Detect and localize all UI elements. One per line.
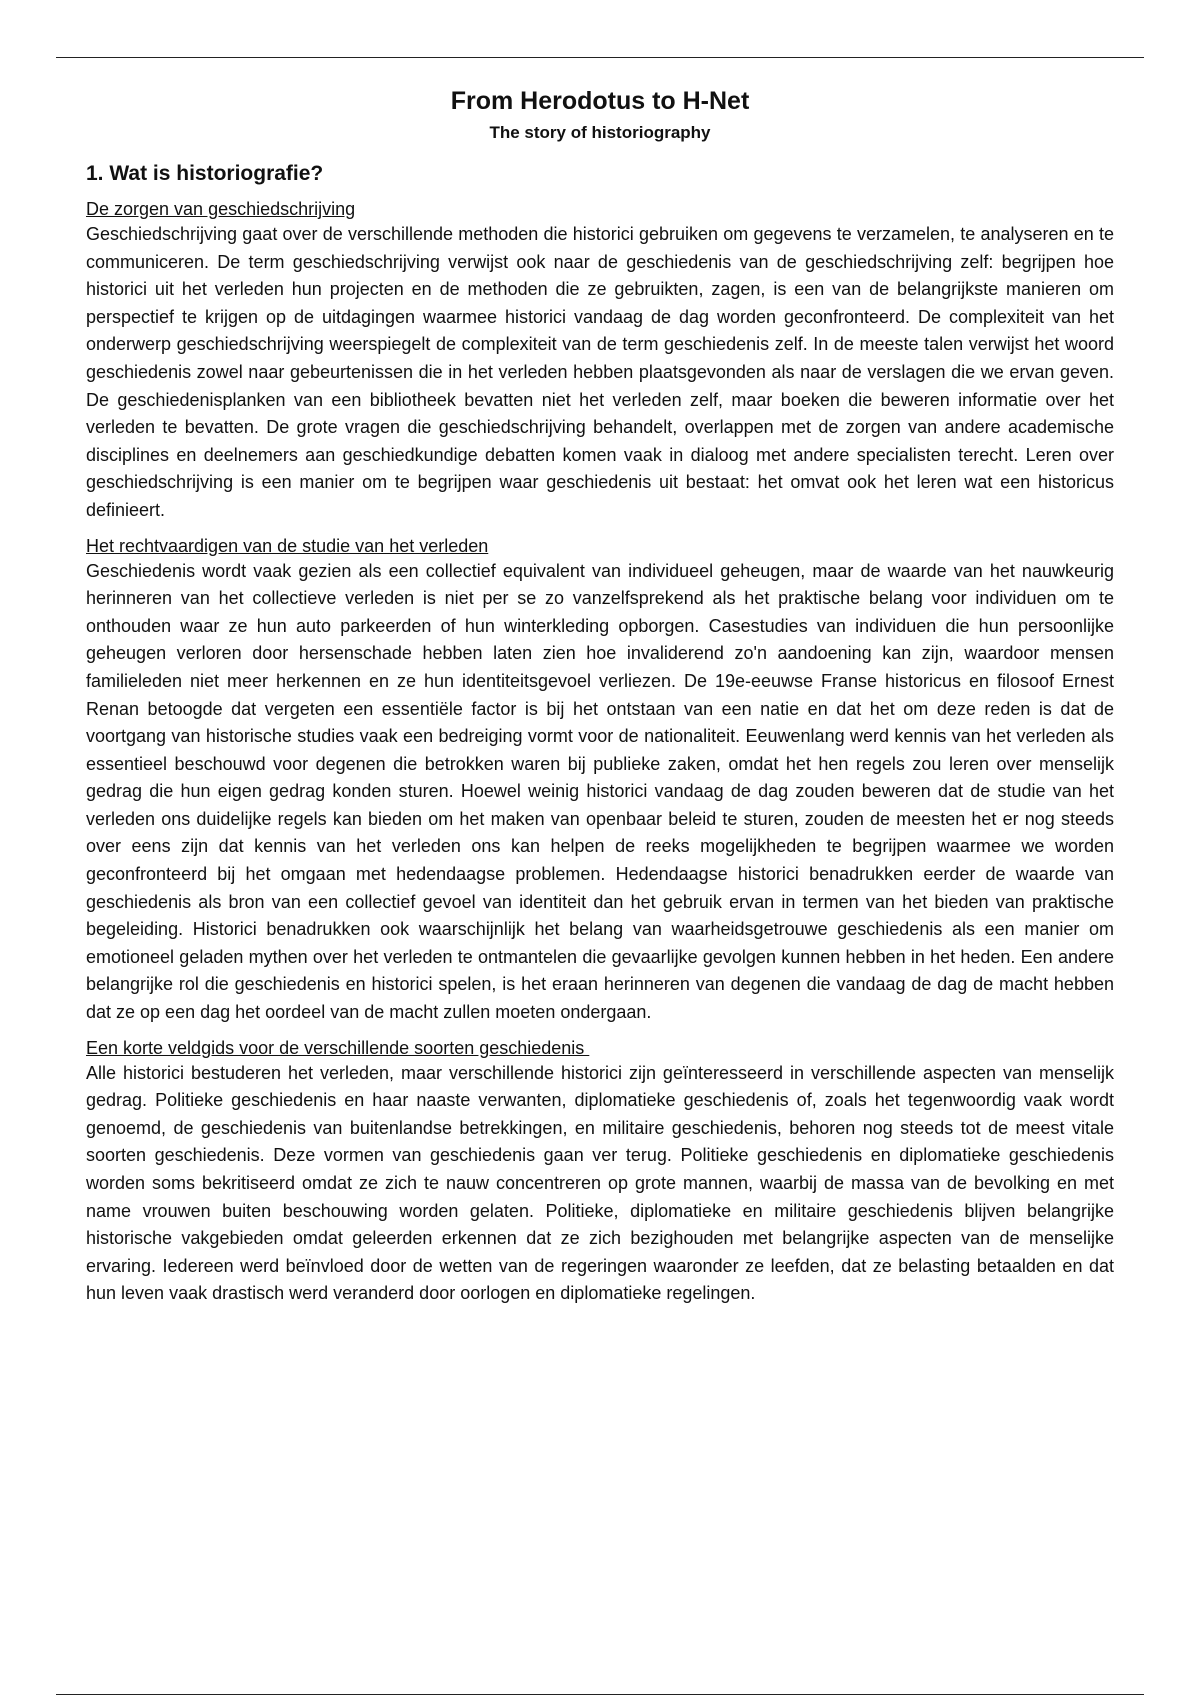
chapter-heading: 1. Wat is historiografie? [86, 162, 324, 185]
section-paragraph: Geschiedschrijving gaat over de verschillende methoden die historici gebruiken om gegevens te verzamelen, te analyseren en te communiceren. De term geschiedschrijving verwijst ook naar de geschiedenis van de geschiedschrijving zelf: begrijpen hoe historici uit het verleden hun projecten en de methoden die ze gebruikten, zagen, is een van de belangrijkste manieren om perspectief te krijgen op de uitdagingen waarmee historici vandaag de dag worden geconfronteerd. De complexiteit van het onderwerp geschiedschrijving weerspiegelt de complexiteit van de term geschiedenis zelf. In de meeste talen verwijst het woord geschiedenis zowel naar gebeurtenissen die in het verleden hebben plaatsgevonden als naar de verslagen die we ervan geven. De geschiedenisplanken van een bibliotheek bevatten niet het verleden zelf, maar boeken die beweren informatie over het verleden te bevatten. De grote vragen die geschiedschrijving behandelt, overlappen met de zorgen van andere academische disciplines en deelnemers aan geschiedkundige debatten komen vaak in dialoog met andere specialisten terecht. Leren over geschiedschrijving is een manier om te begrijpen waar geschiedenis uit bestaat: het omvat ook het leren wat een historicus definieert. [86, 224, 1114, 520]
document-content [86, 160, 1114, 1318]
section-paragraph: Alle historici bestuderen het verleden, maar verschillende historici zijn geïnteresseerd in verschillende aspecten van menselijk gedrag. Politieke geschiedenis en haar naaste verwanten, diplomatieke geschiedenis of, zoals het tegenwoordig vaak wordt genoemd, de geschiedenis van buitenlandse betrekkingen, en militaire geschiedenis, behoren nog steeds tot de meest vitale soorten geschiedenis. Deze vormen van geschiedenis gaan ver terug. Politieke geschiedenis en diplomatieke geschiedenis worden soms bekritiseerd omdat ze zich te nauw concentreren op grote mannen, waarbij de massa van de bevolking en met name vrouwen buiten beschouwing worden gelaten. Politieke, diplomatieke en militaire geschiedenis blijven belangrijke historische vakgebieden omdat geleerden erkennen dat ze zich bezighouden met belangrijke aspecten van de menselijke ervaring. Iedereen werd beïnvloed door de wetten van de regeringen waaronder ze leefden, dat ze belasting betaalden en dat hun leven vaak drastisch werd veranderd door oorlogen en diplomatieke regelingen. [86, 1062, 1114, 1304]
section-paragraph: Geschiedenis wordt vaak gezien als een collectief equivalent van individueel geheugen, maar de waarde van het nauwkeurig herinneren van het collectieve verleden is niet per se zo vanzelfsprekend als het praktische belang voor individuen om te onthouden waar ze hun auto parkeerden of hun winterkleding opborgen. Casestudies van individuen die hun persoonlijke geheugen verloren door hersenschade hebben laten zien hoe invaliderend zo'n aandoening kan zijn, waardoor mensen familieleden niet meer herkennen en ze hun identiteitsgevoel verliezen. De 19e-eeuwse Franse historicus en filosoof Ernest Renan betoogde dat vergeten een essentiële factor is bij het ontstaan van een natie en dat het om deze reden is dat de voortgang van historische studies vaak een bedreiging vormt voor de nationaliteit. Eeuwenlang werd kennis van het verleden als essentieel beschouwd voor degenen die betrokken waren bij publieke zaken, omdat het hen regels zou leren over menselijk gedrag die hun eigen gedrag konden sturen. Hoewel weinig historici vandaag de dag zouden beweren dat de studie van het verleden ons duidelijke regels kan bieden om het maken van openbaar beleid te sturen, zouden de meesten het er nog steeds over eens zijn dat kennis van het verleden ons kan helpen de reeks mogelijkheden te begrijpen waarmee we worden geconfronteerd bij het omgaan met hedendaagse problemen. Hedendaagse historici benadrukken eerder de waarde van geschiedenis als bron van een collectief gevoel van identiteit dan het gebruik ervan in termen van het bieden van praktische begeleiding. Historici benadrukken ook waarschijnlijk het belang van waarheidsgetrouwe geschiedenis als een manier om emotioneel geladen mythen over het verleden te ontmantelen die gevaarlijke gevolgen kunnen hebben in het heden. Een andere belangrijke rol die geschiedenis en historici spelen, is het eraan herinneren van degenen die vandaag de dag de macht hebben dat ze op een dag het oordeel van de macht zullen moeten ondergaan. [86, 560, 1114, 1023]
document-title: From Herodotus to H-Net [450, 87, 750, 115]
bottom-divider [56, 1694, 1144, 1695]
section-title: De zorgen van geschiedschrijving [86, 199, 356, 219]
section-justifying-study [86, 535, 1114, 1027]
section-title: Een korte veldgids voor de verschillende soorten geschiedenis [86, 1037, 590, 1058]
section-title: Het rechtvaardigen van de studie van het verleden [86, 535, 489, 556]
section-concerns [86, 198, 1114, 525]
section-field-guide [86, 1037, 1114, 1308]
top-divider [56, 57, 1144, 58]
document-subtitle: The story of historiography [489, 123, 711, 142]
